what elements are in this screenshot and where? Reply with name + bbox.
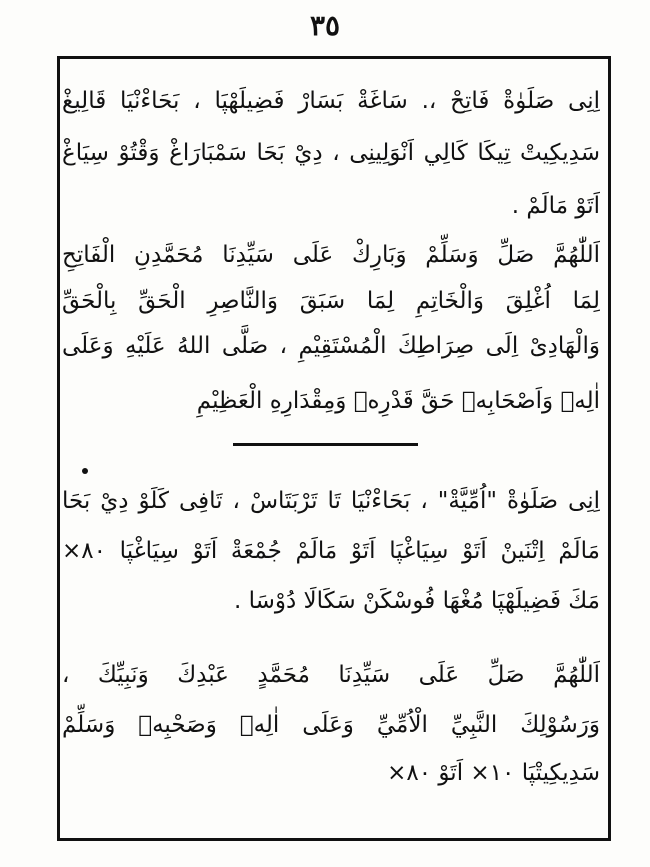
text-line: لِمَا اُغْلِقَ وَالْخَاتِمِ لِمَا سَبَقَ وَالنَّاصِرِ الْحَقِّ بِالْحَقِّ (62, 288, 600, 314)
text-line: اَللّٰهُمَّ صَلِّ عَلَى سَيِّدِنَا مُحَمَّدٍ عَبْدِكَ وَنَبِيِّكَ ، (62, 662, 600, 688)
text-line: اِنِى صَلَوٰةْ "اُمِّيَّةْ" ، بَحَاءْنْيَا تَا تَرْبَتَاسْ ، تَافِى كَلَوْ دِيْ بَحَا (62, 488, 600, 514)
text-line: سَدِيكِيتْ تِيكَا كَالِي اَنْوَلِينِى ، دِيْ بَحَا سَمْبَارَاغْ وَقْتُوْ سِيَاغْ (62, 140, 600, 166)
text-line: وَالْهَادِىْ اِلَى صِرَاطِكَ الْمُسْتَقِيْمِ ، صَلَّى اللهُ عَلَيْهِ وَعَلَى (62, 333, 600, 359)
page-number: ٣٥ (309, 9, 341, 42)
text-line: اَللّٰهُمَّ صَلِّ وَسَلِّمْ وَبَارِكْ عَلَى سَيِّدِنَا مُحَمَّدِنِ الْفَاتِحِ (62, 242, 600, 268)
section-divider (233, 443, 418, 446)
dot-mark (82, 468, 88, 474)
text-line: اَتَوْ مَالَمْ . (511, 193, 600, 219)
text-line: اِنِى صَلَوٰةْ فَاتِحْ ،. سَاغَةْ بَسَارْ فَضِيلَهْپَا ، بَحَاءْنْيَا قَالِيغْ (62, 88, 600, 114)
text-line: مَكَ فَضِيلَهْپَا مُغْهَا فُوسْكَنْ سَكَالَا دُوْسَا . (233, 588, 600, 614)
text-line: سَدِيكِيتْپَا ١٠× اَتَوْ ٨٠× (387, 760, 600, 786)
text-line: مَالَمْ اِتْنَينْ اَتَوْ سِيَاغْپَا اَتَوْ مَالَمْ جُمْعَةْ اَتَوْ سِيَاغْپَا ٨٠× (62, 538, 600, 564)
text-line: اٰلِهٖ وَاَصْحَابِهٖ حَقَّ قَدْرِهٖ وَمِقْدَارِهِ الْعَظِيْمِ (196, 388, 600, 414)
text-line: وَرَسُوْلِكَ النَّبِيِّ الْاُمِّيِّ وَعَلَى اٰلِهٖ وَصَحْبِهٖ وَسَلِّمْ (62, 712, 600, 738)
